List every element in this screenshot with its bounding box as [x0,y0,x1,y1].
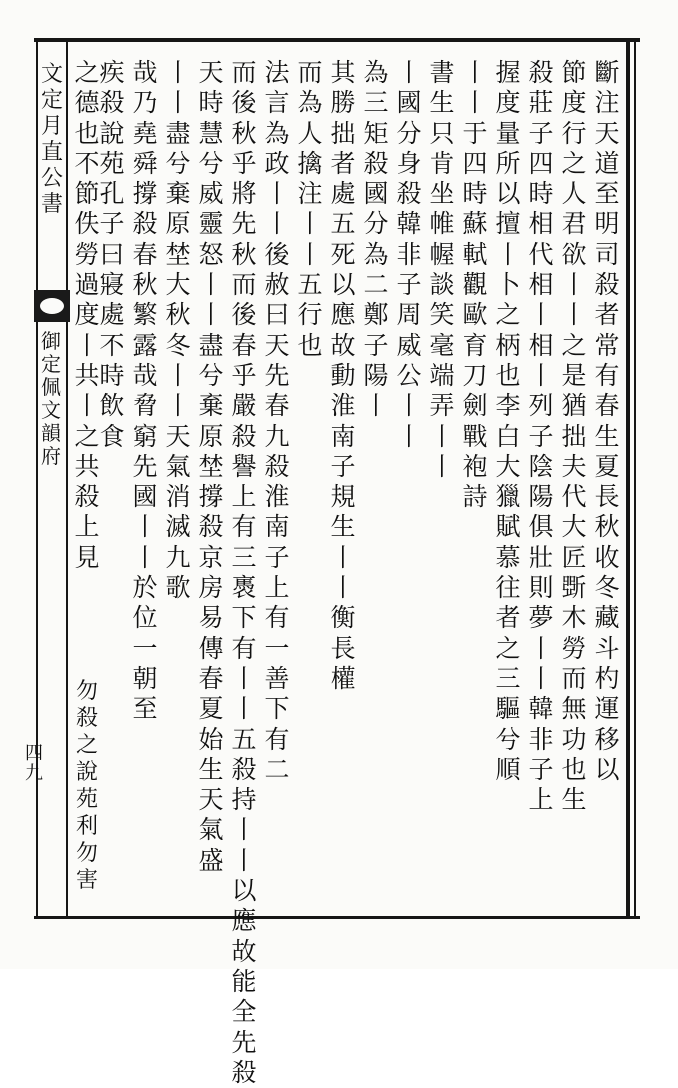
text-column: 哉乃堯舜撐殺春秋繁露哉脅窮先國丨丨於位一朝至 [132,58,158,724]
text-column: 殺莊子四時相代相丨相丨列子陰陽俱壯則夢丨丨韓非子上 [528,58,554,815]
head-fragment: 文定月直公書 [40,62,63,217]
text-column: 節度行之人君欲丨丨之是猶拙夫代大匠斲木勞而無功也生 [561,58,587,815]
page-number: 四九 [25,743,43,784]
outer-frame-top [34,38,640,42]
text-column: 其勝拙者處五死以應故動淮南子規生丨丨衡長權 [330,58,356,693]
text-column: 天時慧兮威靈怒丨丨盡兮棄原埜撐殺京房易傳春夏始生天氣盛 [198,58,224,875]
outer-frame-right-inner [634,38,636,918]
text-column: 疾殺說苑孔子曰寢處不時飲食 [99,58,125,451]
text-column: 之德也不節佚勞過度丨共丨之共殺上見 [74,58,100,572]
text-column: 丨丨盡兮棄原埜大秋冬丨丨天氣消滅九歌 [165,58,191,603]
text-column: 斷注天道至明司殺者常有春生夏長秋收冬藏斗杓運移以 [594,58,620,784]
text-column: 而後秋乎將先秋而後春乎嚴殺譽上有三褭下有丨丨五殺持丨丨以應故能全先殺 [231,58,257,1087]
text-column: 書生只肯坐帷幄談笑毫端弄丨丨 [429,58,455,481]
fishtail-ornament [34,290,70,322]
text-column: 勿殺之說苑利勿害 [75,679,98,893]
text-column: 而為人擒注丨丨五行也 [297,58,323,360]
text-column: 握度量所以擅丨卜之柄也李白大獵賦慕往者之三驅兮順 [495,58,521,784]
text-column: 丨丨于四時蘇軾觀歐育刀劍戰袍詩 [462,58,488,512]
text-column: 法言為政丨丨後赦曰天先春九殺淮南子上有一善下有二 [264,58,290,784]
outer-frame-bottom [34,916,640,919]
text-column: 為三矩殺國分為二鄭子陽丨 [363,58,389,421]
book-title: 御定佩文韻府 [41,329,61,468]
outer-frame-right [626,38,630,918]
text-column: 丨國分身殺韓非子周威公丨丨 [396,58,422,451]
